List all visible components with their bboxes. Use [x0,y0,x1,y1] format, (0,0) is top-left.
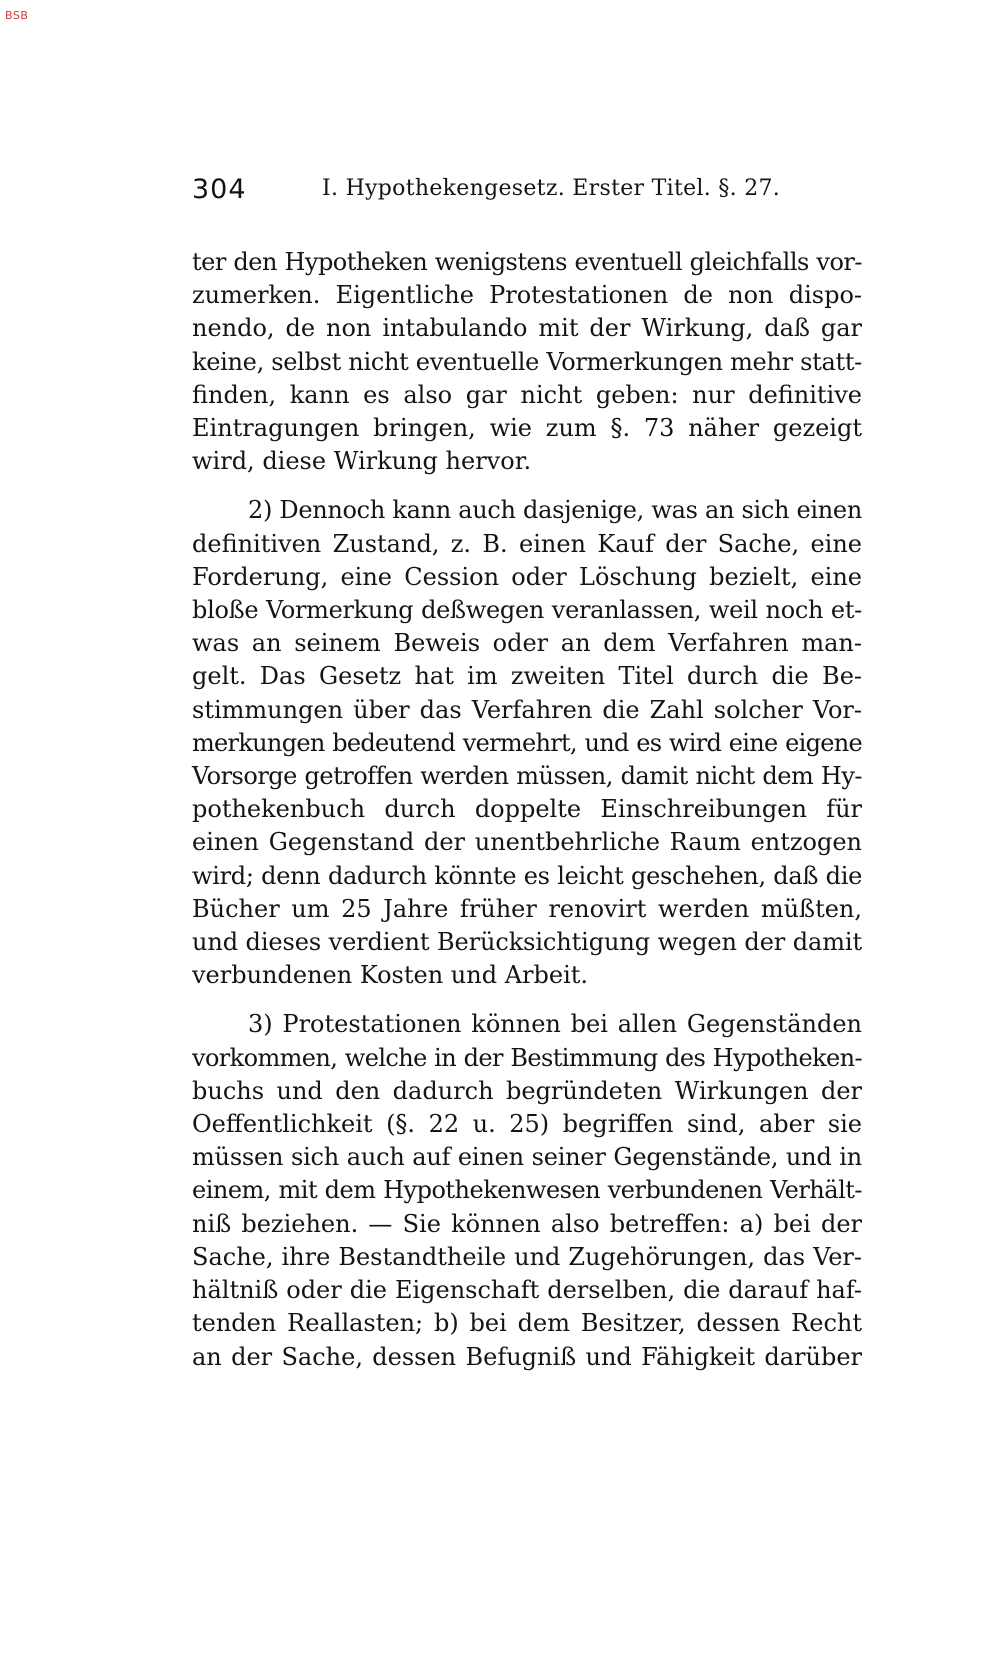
text-line: pothekenbuch durch doppelte Einschreibungen für [192,795,862,824]
text-line: Eintragungen bringen, wie zum §. 73 näher gezeigt [192,414,862,443]
text-line: Sache, ihre Bestandtheile und Zugehörungen, das Ver- [192,1242,862,1271]
text-line: finden, kann es also gar nicht geben: nur definitive [192,380,862,409]
text-line: bloße Vormerkung deßwegen veranlassen, weil noch et- [192,596,862,625]
text-line: Bücher um 25 Jahre früher renovirt werden müßten, [192,894,862,923]
text-body [192,246,862,1374]
paragraph-1 [192,246,862,478]
text-line: keine, selbst nicht eventuelle Vormerkungen mehr statt- [192,347,862,376]
text-line: definitiven Zustand, z. B. einen Kauf der Sache, eine [192,529,862,558]
text-line: und dieses verdient Berücksichtigung wegen der damit [192,928,862,957]
text-line: ter den Hypotheken wenigstens eventuell gleichfalls vor- [192,248,862,276]
text-line: Vorsorge getroffen werden müssen, damit nicht dem Hy- [192,762,862,791]
text-line: wird; denn dadurch könnte es leicht geschehen, daß die [192,861,862,890]
text-line: zumerken. Eigentliche Protestationen de non dispo- [192,281,862,310]
text-line: Forderung, eine Cession oder Löschung bezielt, eine [192,562,862,591]
page-number: 304 [192,174,247,205]
paragraph-3 [192,1008,862,1373]
text-line: nendo, de non intabulando mit der Wirkung, daß gar [192,314,862,343]
text-line: wird, diese Wirkung hervor. [192,447,532,476]
text-line: 3) Protestationen können bei allen Gegenständen [248,1010,862,1039]
text-line: hältniß oder die Eigenschaft derselben, die darauf haf- [192,1276,862,1305]
text-line: merkungen bedeutend vermehrt, und es wird eine eigene [192,728,862,757]
text-line: tenden Reallasten; b) bei dem Besitzer, dessen Recht [192,1309,862,1338]
text-line: müssen sich auch auf einen seiner Gegenstände, und in [192,1143,862,1172]
text-line: an der Sache, dessen Befugniß und Fähigkeit darüber [192,1342,862,1371]
text-line: was an seinem Beweis oder an dem Verfahren man- [192,629,862,658]
text-line: 2) Dennoch kann auch dasjenige, was an sich einen [248,496,862,525]
page-header [192,172,872,212]
text-line: verbundenen Kosten und Arbeit. [192,961,589,990]
text-line: gelt. Das Gesetz hat im zweiten Titel durch die Be- [192,662,862,691]
text-line: Oeffentlichkeit (§. 22 u. 25) begriffen sind, aber sie [192,1110,862,1139]
text-line: stimmungen über das Verfahren die Zahl solcher Vor- [192,695,862,724]
text-line: vorkommen, welche in der Bestimmung des Hypotheken- [192,1043,862,1072]
library-stamp: BSB [5,9,29,22]
text-line: einen Gegenstand der unentbehrliche Raum entzogen [192,828,862,857]
paragraph-2 [192,494,862,992]
text-line: buchs und den dadurch begründeten Wirkungen der [192,1076,862,1105]
text-line: einem, mit dem Hypothekenwesen verbundenen Verhält- [192,1176,862,1205]
running-head: I. Hypothekengesetz. Erster Titel. §. 27. [322,176,781,201]
text-line: niß beziehen. — Sie können also betreffen: a) bei der [192,1209,862,1238]
